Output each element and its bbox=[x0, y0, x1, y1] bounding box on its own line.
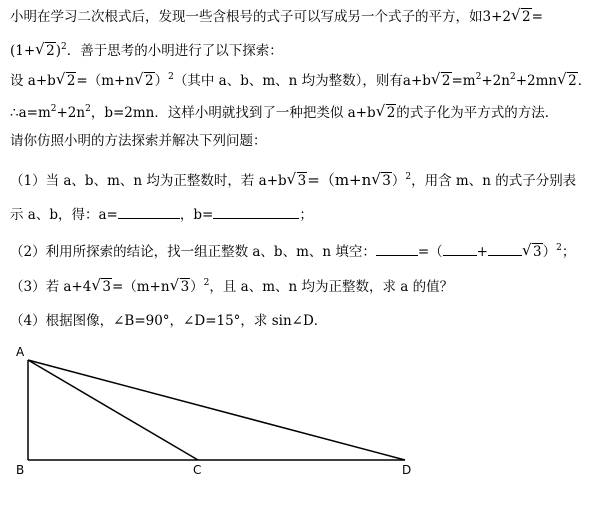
sqrt-symbol: √ 2 bbox=[57, 72, 77, 90]
vertex-label-d: D bbox=[402, 463, 412, 477]
sqrt-symbol: √ 3 bbox=[523, 243, 543, 261]
answer-blank-n[interactable] bbox=[488, 243, 522, 256]
answer-blank-a[interactable] bbox=[118, 206, 180, 219]
answer-blank-b[interactable] bbox=[213, 206, 299, 219]
sqrt-symbol: √ 2 bbox=[558, 72, 578, 90]
sqrt-symbol: √ 2 bbox=[135, 72, 155, 90]
question-3: （3）若 a+4√ 3=（m+n√ 3）$^2$，且 a、m、n 均为正整数，求 a 的值？ bbox=[10, 274, 453, 296]
question-1-answer: 示 a、b，得：a= ，b= ； bbox=[10, 207, 313, 223]
vertex-label-a: A bbox=[16, 345, 25, 359]
intro-line-2: (1+√ 2)$^2$．善于思考的小明进行了以下探索： bbox=[10, 38, 283, 60]
intro-line-4: $\therefore a=m^2+2n^2$，b=2mn．这样小明就找到了一种把类似 a+b√ 2的式子化为平方式的方法． bbox=[10, 100, 558, 122]
triangle-figure bbox=[0, 340, 572, 511]
instruction-line: 请你仿照小明的方法探索并解决下列问题： bbox=[10, 133, 267, 149]
question-1: （1）当 a、b、m、n 均为正整数时，若 a+b√ 3=（m+n√ 3）$^2$，用含 m、n 的式子分别表 bbox=[10, 168, 576, 190]
question-2: （2）利用所探索的结论，找一组正整数 a、b、m、n 填空： =（ +√ 3）$^2$； bbox=[10, 239, 575, 261]
sqrt-symbol: √ 3 bbox=[372, 172, 392, 190]
answer-blank-a[interactable] bbox=[376, 243, 418, 256]
answer-blank-m[interactable] bbox=[443, 243, 477, 256]
sqrt-symbol: √ 3 bbox=[171, 278, 191, 296]
intro-text: 小明在学习二次根式后，发现一些含根号的式子可以写成另一个式子的平方，如 bbox=[10, 9, 483, 25]
sqrt-symbol: √ 2 bbox=[377, 104, 397, 122]
sqrt-symbol: √ 3 bbox=[92, 278, 112, 296]
sqrt-symbol: √ 2 bbox=[432, 72, 452, 90]
sqrt-symbol: √ 3 bbox=[288, 172, 308, 190]
segment-ac bbox=[28, 360, 198, 460]
intro-line-1: 小明在学习二次根式后，发现一些含根号的式子可以写成另一个式子的平方，如3+2√ 2= bbox=[10, 8, 543, 26]
question-4: （4）根据图像，∠B=90°，∠D=15°，求 sin∠D． bbox=[10, 313, 328, 329]
sqrt-symbol: √ 2 bbox=[512, 8, 532, 26]
segment-ad bbox=[28, 360, 405, 460]
sqrt-symbol: √ 2 bbox=[36, 42, 56, 60]
vertex-label-b: B bbox=[16, 463, 25, 477]
vertex-label-c: C bbox=[193, 463, 202, 477]
intro-line-3: 设 a+b√ 2=（m+n√ 2）$^2$（其中 a、b、m、n 均为整数），则有a+b√ $2=m^2+2n^2+2mn√$ 2． bbox=[10, 68, 591, 90]
